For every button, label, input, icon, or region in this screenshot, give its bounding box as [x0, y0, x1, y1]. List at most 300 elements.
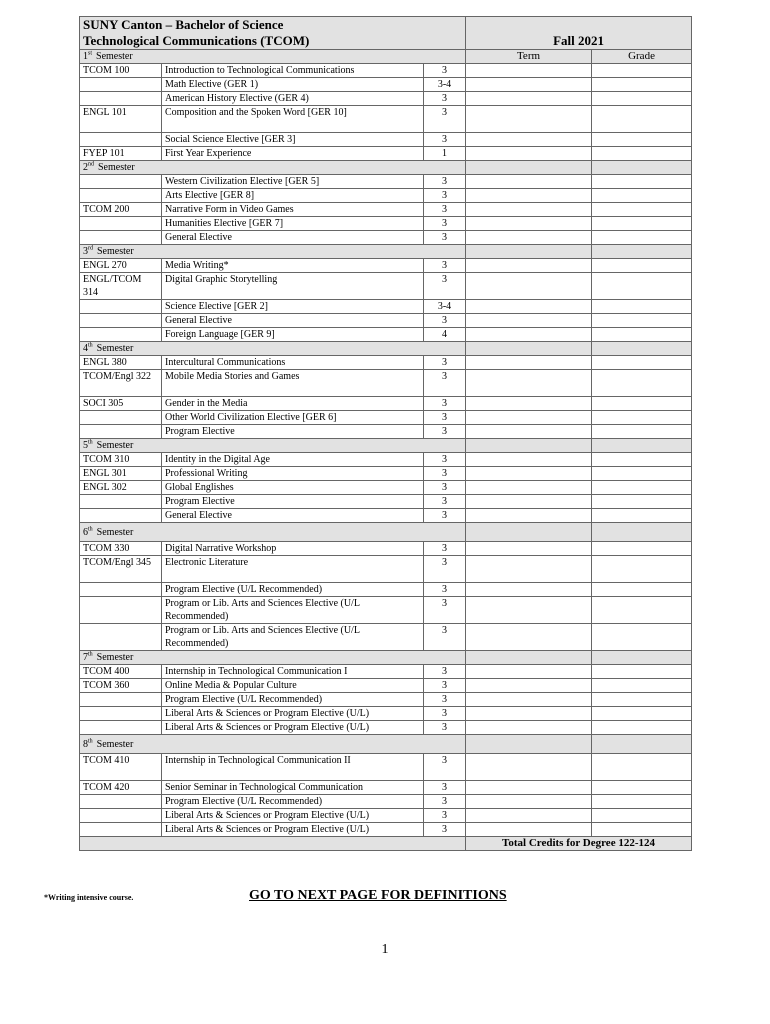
course-name: Digital Narrative Workshop — [162, 542, 424, 556]
course-code — [80, 189, 162, 203]
term-cell — [466, 314, 592, 328]
semester-label — [80, 439, 466, 453]
course-row — [80, 556, 692, 583]
course-name: Media Writing* — [162, 259, 424, 273]
grade-cell — [592, 328, 692, 342]
course-credits: 3 — [424, 356, 466, 370]
course-row — [80, 133, 692, 147]
course-code — [80, 823, 162, 837]
term-cell — [466, 92, 592, 106]
grade-cell — [592, 707, 692, 721]
grade-cell — [592, 481, 692, 495]
course-credits: 3 — [424, 175, 466, 189]
term-cell — [466, 203, 592, 217]
course-credits: 3 — [424, 453, 466, 467]
grade-cell — [592, 356, 692, 370]
grade-cell — [592, 397, 692, 411]
semester-label — [80, 342, 466, 356]
semester-ordinal-suffix: th — [88, 526, 93, 533]
program-title — [80, 17, 466, 50]
term-cell — [466, 754, 592, 781]
course-code: TCOM/Engl 322 — [80, 370, 162, 397]
writing-intensive-note: *Writing intensive course. — [44, 893, 134, 902]
course-row — [80, 231, 692, 245]
course-name: Science Elective [GER 2] — [162, 300, 424, 314]
course-code — [80, 509, 162, 523]
semester-row — [80, 439, 692, 453]
course-row — [80, 583, 692, 597]
course-row — [80, 189, 692, 203]
total-row — [80, 837, 692, 851]
course-name: American History Elective (GER 4) — [162, 92, 424, 106]
semester-number: 2 — [83, 162, 88, 173]
course-row — [80, 665, 692, 679]
course-code — [80, 78, 162, 92]
term-cell — [466, 481, 592, 495]
course-row — [80, 425, 692, 439]
table-header-row — [80, 17, 692, 50]
course-credits: 3 — [424, 795, 466, 809]
course-name: Math Elective (GER 1) — [162, 78, 424, 92]
term-cell — [466, 453, 592, 467]
term-cell — [466, 342, 592, 356]
course-code: ENGL 270 — [80, 259, 162, 273]
course-name: Introduction to Technological Communications — [162, 64, 424, 78]
course-credits: 3 — [424, 624, 466, 651]
term-cell — [466, 597, 592, 624]
course-row — [80, 328, 692, 342]
course-credits: 3 — [424, 509, 466, 523]
next-page-link[interactable]: GO TO NEXT PAGE FOR DEFINITIONS — [249, 888, 507, 903]
grade-cell — [592, 523, 692, 542]
semester-number: 1 — [83, 51, 88, 62]
course-name: Online Media & Popular Culture — [162, 679, 424, 693]
semester-row — [80, 245, 692, 259]
grade-cell — [592, 651, 692, 665]
course-name: Senior Seminar in Technological Communication — [162, 781, 424, 795]
semester-row — [80, 651, 692, 665]
semester-number: 3 — [83, 246, 88, 257]
course-name: Liberal Arts & Sciences or Program Elective (U/L) — [162, 809, 424, 823]
course-credits: 3 — [424, 481, 466, 495]
grade-cell — [592, 453, 692, 467]
course-credits: 3 — [424, 707, 466, 721]
course-name: Professional Writing — [162, 467, 424, 481]
course-code: TCOM/Engl 345 — [80, 556, 162, 583]
grade-cell — [592, 203, 692, 217]
course-credits: 3 — [424, 467, 466, 481]
course-name: Other World Civilization Elective [GER 6] — [162, 411, 424, 425]
semester-label — [80, 523, 466, 542]
course-code: FYEP 101 — [80, 147, 162, 161]
course-credits: 3 — [424, 679, 466, 693]
course-row — [80, 597, 692, 624]
course-row — [80, 397, 692, 411]
term-cell — [466, 397, 592, 411]
semester-word: Semester — [98, 162, 135, 173]
semester-ordinal-suffix: th — [88, 738, 93, 745]
course-row — [80, 64, 692, 78]
course-credits: 3 — [424, 411, 466, 425]
term-cell — [466, 509, 592, 523]
term-cell — [466, 679, 592, 693]
course-code: TCOM 330 — [80, 542, 162, 556]
course-credits: 3 — [424, 92, 466, 106]
term-cell — [466, 795, 592, 809]
semester-number: 6 — [83, 526, 88, 538]
semester-word: Semester — [96, 738, 134, 750]
term-cell — [466, 245, 592, 259]
grade-cell — [592, 624, 692, 651]
course-row — [80, 453, 692, 467]
program-title-line2: Technological Communications (TCOM) — [83, 33, 310, 48]
grade-cell — [592, 106, 692, 133]
grade-cell — [592, 300, 692, 314]
degree-plan-table — [79, 16, 692, 851]
grade-column-header: Grade — [592, 50, 692, 64]
course-name: General Elective — [162, 314, 424, 328]
term-cell — [466, 735, 592, 754]
course-code — [80, 231, 162, 245]
course-name: Program or Lib. Arts and Sciences Elective (U/L Recommended) — [162, 597, 424, 624]
course-credits: 3-4 — [424, 300, 466, 314]
term-cell — [466, 64, 592, 78]
course-credits: 3 — [424, 106, 466, 133]
course-name: Program or Lib. Arts and Sciences Elective (U/L Recommended) — [162, 624, 424, 651]
grade-cell — [592, 754, 692, 781]
course-name: Western Civilization Elective [GER 5] — [162, 175, 424, 189]
course-code: TCOM 360 — [80, 679, 162, 693]
course-name: Internship in Technological Communication II — [162, 754, 424, 781]
course-name: Internship in Technological Communication I — [162, 665, 424, 679]
course-name: Liberal Arts & Sciences or Program Elective (U/L) — [162, 823, 424, 837]
course-credits: 3 — [424, 542, 466, 556]
course-row — [80, 795, 692, 809]
term-cell — [466, 583, 592, 597]
course-credits: 3 — [424, 425, 466, 439]
term-cell — [466, 542, 592, 556]
term-cell — [466, 439, 592, 453]
term-cell — [466, 665, 592, 679]
course-code: TCOM 420 — [80, 781, 162, 795]
course-row — [80, 467, 692, 481]
course-credits: 3-4 — [424, 78, 466, 92]
term-cell — [466, 273, 592, 300]
course-row — [80, 481, 692, 495]
course-code: TCOM 310 — [80, 453, 162, 467]
grade-cell — [592, 693, 692, 707]
semester-word: Semester — [97, 246, 134, 257]
grade-cell — [592, 721, 692, 735]
grade-cell — [592, 735, 692, 754]
grade-cell — [592, 189, 692, 203]
grade-cell — [592, 273, 692, 300]
course-credits: 3 — [424, 809, 466, 823]
semester-ordinal-suffix: th — [88, 651, 93, 658]
term-cell — [466, 809, 592, 823]
course-code — [80, 597, 162, 624]
course-row — [80, 259, 692, 273]
term-cell — [466, 189, 592, 203]
grade-cell — [592, 823, 692, 837]
grade-cell — [592, 542, 692, 556]
course-row — [80, 78, 692, 92]
grade-cell — [592, 467, 692, 481]
course-name: Electronic Literature — [162, 556, 424, 583]
course-credits: 3 — [424, 495, 466, 509]
grade-cell — [592, 133, 692, 147]
grade-cell — [592, 679, 692, 693]
course-credits: 3 — [424, 781, 466, 795]
semester-label — [80, 651, 466, 665]
course-code: ENGL 301 — [80, 467, 162, 481]
course-code — [80, 175, 162, 189]
semester-number: 8 — [83, 738, 88, 750]
course-row — [80, 693, 692, 707]
course-name: Digital Graphic Storytelling — [162, 273, 424, 300]
course-row — [80, 624, 692, 651]
course-row — [80, 679, 692, 693]
grade-cell — [592, 509, 692, 523]
grade-cell — [592, 495, 692, 509]
semester-word: Semester — [96, 343, 134, 354]
course-code — [80, 795, 162, 809]
semester-number: 5 — [83, 440, 88, 451]
course-row — [80, 809, 692, 823]
course-row — [80, 203, 692, 217]
term-cell — [466, 693, 592, 707]
course-code — [80, 133, 162, 147]
course-code: ENGL 302 — [80, 481, 162, 495]
course-credits: 3 — [424, 556, 466, 583]
course-name: Gender in the Media — [162, 397, 424, 411]
course-code — [80, 624, 162, 651]
course-name: General Elective — [162, 231, 424, 245]
course-code: TCOM 400 — [80, 665, 162, 679]
term-cell — [466, 78, 592, 92]
course-credits: 3 — [424, 189, 466, 203]
grade-cell — [592, 370, 692, 397]
course-credits: 3 — [424, 370, 466, 397]
term-cell — [466, 370, 592, 397]
course-name: General Elective — [162, 509, 424, 523]
semester-ordinal-suffix: st — [88, 50, 93, 57]
course-code: TCOM 200 — [80, 203, 162, 217]
course-credits: 3 — [424, 259, 466, 273]
grade-cell — [592, 161, 692, 175]
course-row — [80, 411, 692, 425]
course-credits: 3 — [424, 823, 466, 837]
course-credits: 4 — [424, 328, 466, 342]
course-name: Program Elective (U/L Recommended) — [162, 795, 424, 809]
semester-word: Semester — [96, 526, 134, 538]
term-cell — [466, 495, 592, 509]
course-name: Identity in the Digital Age — [162, 453, 424, 467]
grade-cell — [592, 597, 692, 624]
course-row — [80, 356, 692, 370]
term-column-header: Term — [466, 50, 592, 64]
term-cell — [466, 707, 592, 721]
course-code — [80, 425, 162, 439]
course-name: Composition and the Spoken Word [GER 10] — [162, 106, 424, 133]
grade-cell — [592, 556, 692, 583]
course-credits: 3 — [424, 721, 466, 735]
semester-number: 4 — [83, 343, 88, 354]
term-cell — [466, 556, 592, 583]
course-code — [80, 314, 162, 328]
course-row — [80, 754, 692, 781]
semester-row — [80, 523, 692, 542]
course-row — [80, 495, 692, 509]
term-cell — [466, 300, 592, 314]
course-credits: 3 — [424, 133, 466, 147]
course-code — [80, 411, 162, 425]
grade-cell — [592, 342, 692, 356]
term-cell — [466, 721, 592, 735]
grade-cell — [592, 583, 692, 597]
semester-label — [80, 245, 466, 259]
grade-cell — [592, 795, 692, 809]
grade-cell — [592, 92, 692, 106]
grade-cell — [592, 217, 692, 231]
semester-row — [80, 342, 692, 356]
course-row — [80, 721, 692, 735]
course-row — [80, 509, 692, 523]
course-row — [80, 707, 692, 721]
semester-word: Semester — [96, 652, 134, 663]
course-code — [80, 809, 162, 823]
grade-cell — [592, 147, 692, 161]
course-row — [80, 147, 692, 161]
term-cell — [466, 161, 592, 175]
grade-cell — [592, 175, 692, 189]
course-name: Arts Elective [GER 8] — [162, 189, 424, 203]
grade-cell — [592, 245, 692, 259]
course-credits: 3 — [424, 314, 466, 328]
course-code — [80, 583, 162, 597]
course-code — [80, 300, 162, 314]
term-cell — [466, 823, 592, 837]
course-credits: 3 — [424, 64, 466, 78]
total-spacer — [80, 837, 466, 851]
course-credits: 3 — [424, 754, 466, 781]
semester-ordinal-suffix: th — [88, 439, 93, 446]
course-credits: 3 — [424, 583, 466, 597]
course-name: First Year Experience — [162, 147, 424, 161]
term-cell — [466, 411, 592, 425]
term-cell — [466, 147, 592, 161]
course-name: Intercultural Communications — [162, 356, 424, 370]
course-name: Mobile Media Stories and Games — [162, 370, 424, 397]
course-credits: 3 — [424, 217, 466, 231]
term-cell — [466, 523, 592, 542]
course-code — [80, 693, 162, 707]
course-row — [80, 92, 692, 106]
course-name: Social Science Elective [GER 3] — [162, 133, 424, 147]
course-credits: 3 — [424, 203, 466, 217]
grade-cell — [592, 439, 692, 453]
semester-label — [80, 50, 466, 64]
course-code: ENGL 101 — [80, 106, 162, 133]
grade-cell — [592, 411, 692, 425]
course-row — [80, 542, 692, 556]
course-credits: 1 — [424, 147, 466, 161]
term-cell — [466, 467, 592, 481]
course-row — [80, 823, 692, 837]
semester-ordinal-suffix: nd — [88, 161, 94, 168]
grade-cell — [592, 231, 692, 245]
grade-cell — [592, 78, 692, 92]
course-code — [80, 707, 162, 721]
course-name: Foreign Language [GER 9] — [162, 328, 424, 342]
course-name: Humanities Elective [GER 7] — [162, 217, 424, 231]
course-name: Global Englishes — [162, 481, 424, 495]
course-credits: 3 — [424, 597, 466, 624]
course-credits: 3 — [424, 231, 466, 245]
course-code — [80, 217, 162, 231]
course-code — [80, 92, 162, 106]
term-cell — [466, 231, 592, 245]
semester-row — [80, 50, 692, 64]
grade-cell — [592, 64, 692, 78]
course-credits: 3 — [424, 397, 466, 411]
course-row — [80, 106, 692, 133]
grade-cell — [592, 809, 692, 823]
course-code — [80, 328, 162, 342]
term-cell — [466, 328, 592, 342]
course-name: Narrative Form in Video Games — [162, 203, 424, 217]
grade-cell — [592, 425, 692, 439]
grade-cell — [592, 665, 692, 679]
grade-cell — [592, 781, 692, 795]
term-cell — [466, 259, 592, 273]
term-cell — [466, 175, 592, 189]
degree-plan-body — [80, 17, 692, 851]
course-code: TCOM 410 — [80, 754, 162, 781]
course-name: Program Elective — [162, 425, 424, 439]
course-row — [80, 370, 692, 397]
course-row — [80, 175, 692, 189]
term-cell — [466, 356, 592, 370]
course-credits: 3 — [424, 693, 466, 707]
term-cell — [466, 425, 592, 439]
grade-cell — [592, 259, 692, 273]
course-row — [80, 300, 692, 314]
semester-row — [80, 735, 692, 754]
semester-row — [80, 161, 692, 175]
course-code — [80, 495, 162, 509]
course-name: Liberal Arts & Sciences or Program Elective (U/L) — [162, 721, 424, 735]
semester-word: Semester — [96, 51, 133, 62]
semester-label — [80, 161, 466, 175]
course-code: ENGL/TCOM 314 — [80, 273, 162, 300]
term-cell — [466, 651, 592, 665]
grade-cell — [592, 314, 692, 328]
course-code: SOCI 305 — [80, 397, 162, 411]
course-name: Program Elective (U/L Recommended) — [162, 583, 424, 597]
semester-label — [80, 735, 466, 754]
term-cell — [466, 781, 592, 795]
course-name: Liberal Arts & Sciences or Program Elective (U/L) — [162, 707, 424, 721]
term-cell — [466, 106, 592, 133]
course-code — [80, 721, 162, 735]
course-row — [80, 781, 692, 795]
total-credits: Total Credits for Degree 122-124 — [466, 837, 692, 851]
term-cell — [466, 624, 592, 651]
term-year: Fall 2021 — [466, 17, 692, 50]
course-code: ENGL 380 — [80, 356, 162, 370]
semester-word: Semester — [96, 440, 134, 451]
